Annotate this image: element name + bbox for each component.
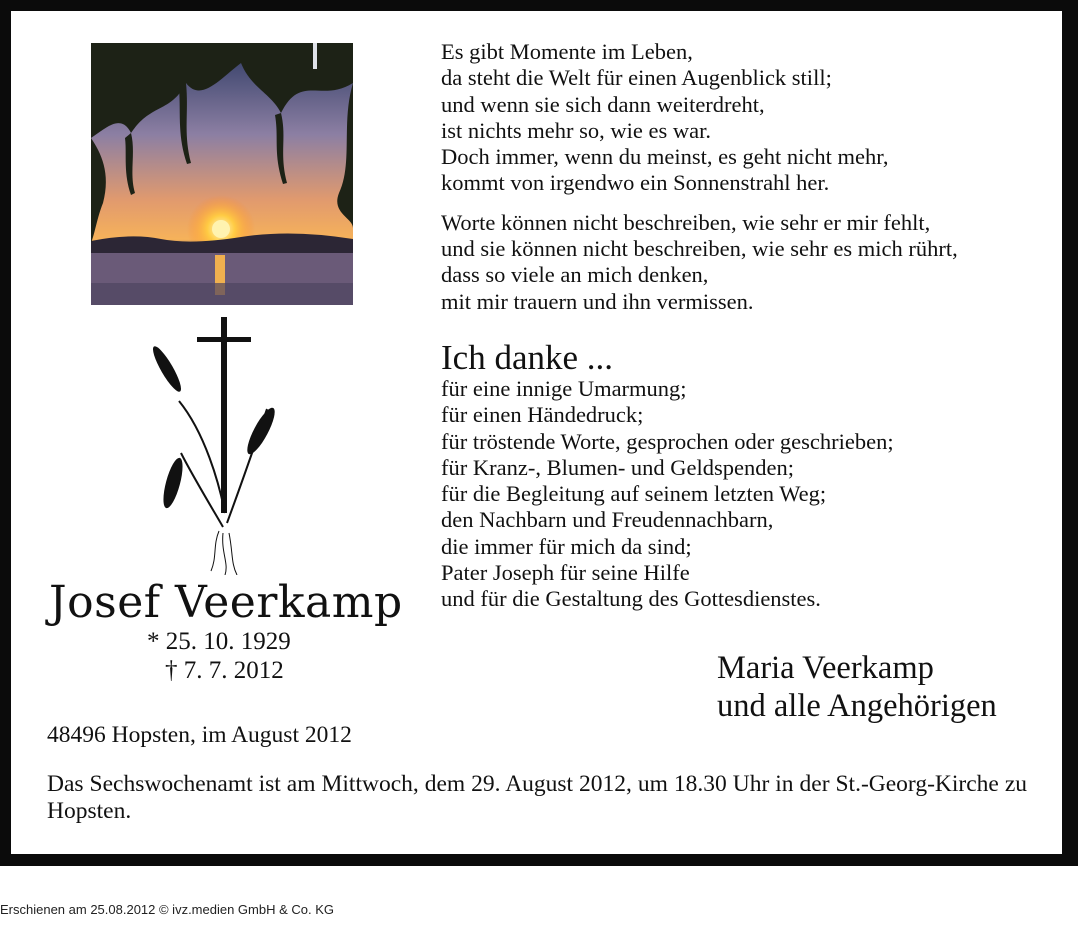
poem-line: da steht die Welt für einen Augenblick still;: [441, 65, 832, 91]
thanks-line: den Nachbarn und Freudennachbarn,: [441, 507, 774, 533]
poem-line: und sie können nicht beschreiben, wie sehr es mich rührt,: [441, 236, 958, 262]
signature-name: Maria Veerkamp: [717, 650, 934, 686]
thanks-line: für Kranz-, Blumen- und Geldspenden;: [441, 454, 795, 480]
poem-line: kommt von irgendwo ein Sonnenstrahl her.: [441, 170, 830, 196]
poem-line: ist nichts mehr so, wie es war.: [441, 117, 711, 143]
sunset-photo: [91, 43, 353, 305]
poem-stanza-1: [441, 39, 958, 197]
poem-line: Doch immer, wenn du meinst, es geht nicht mehr,: [441, 144, 889, 170]
poem-line: und wenn sie sich dann weiterdreht,: [441, 91, 765, 117]
service-notice: Das Sechswochenamt ist am Mittwoch, dem 29. August 2012, um 18.30 Uhr in der St.-Georg-Kirche zu Hopsten.: [47, 771, 1027, 824]
thanks-line: und für die Gestaltung des Gottesdienstes.: [441, 586, 821, 612]
life-dates: [147, 627, 291, 685]
poem: [441, 39, 958, 328]
poem-line: Es gibt Momente im Leben,: [441, 39, 693, 64]
deceased-name: Josef Veerkamp: [49, 577, 403, 628]
birth-date: * 25. 10. 1929: [147, 628, 291, 655]
thanks-line: für die Begleitung auf seinem letzten Weg;: [441, 481, 827, 507]
death-date: † 7. 7. 2012: [165, 657, 284, 684]
signature: [717, 649, 997, 725]
poem-line: mit mir trauern und ihn vermissen.: [441, 288, 754, 314]
thanks-heading: Ich danke ...: [441, 338, 614, 377]
thanks-line: die immer für mich da sind;: [441, 533, 692, 559]
thanks-line: für eine innige Umarmung;: [441, 376, 687, 401]
thanks-section: [441, 338, 894, 613]
place-date: 48496 Hopsten, im August 2012: [47, 722, 352, 748]
thanks-list: [441, 376, 894, 613]
thanks-line: für tröstende Worte, gesprochen oder geschrieben;: [441, 428, 894, 454]
cross-with-wheat-icon: [139, 313, 289, 575]
thanks-line: für einen Händedruck;: [441, 402, 644, 428]
poem-line: Worte können nicht beschreiben, wie sehr er mir fehlt,: [441, 209, 931, 235]
poem-line: dass so viele an mich denken,: [441, 262, 709, 288]
publication-footer: Erschienen am 25.08.2012 © ivz.medien GmbH & Co. KG: [0, 902, 335, 917]
signature-family: und alle Angehörigen: [717, 688, 997, 724]
thanks-line: Pater Joseph für seine Hilfe: [441, 560, 690, 586]
notice-card: [11, 11, 1062, 854]
poem-stanza-2: [441, 210, 958, 315]
sunset-image: [91, 43, 353, 305]
